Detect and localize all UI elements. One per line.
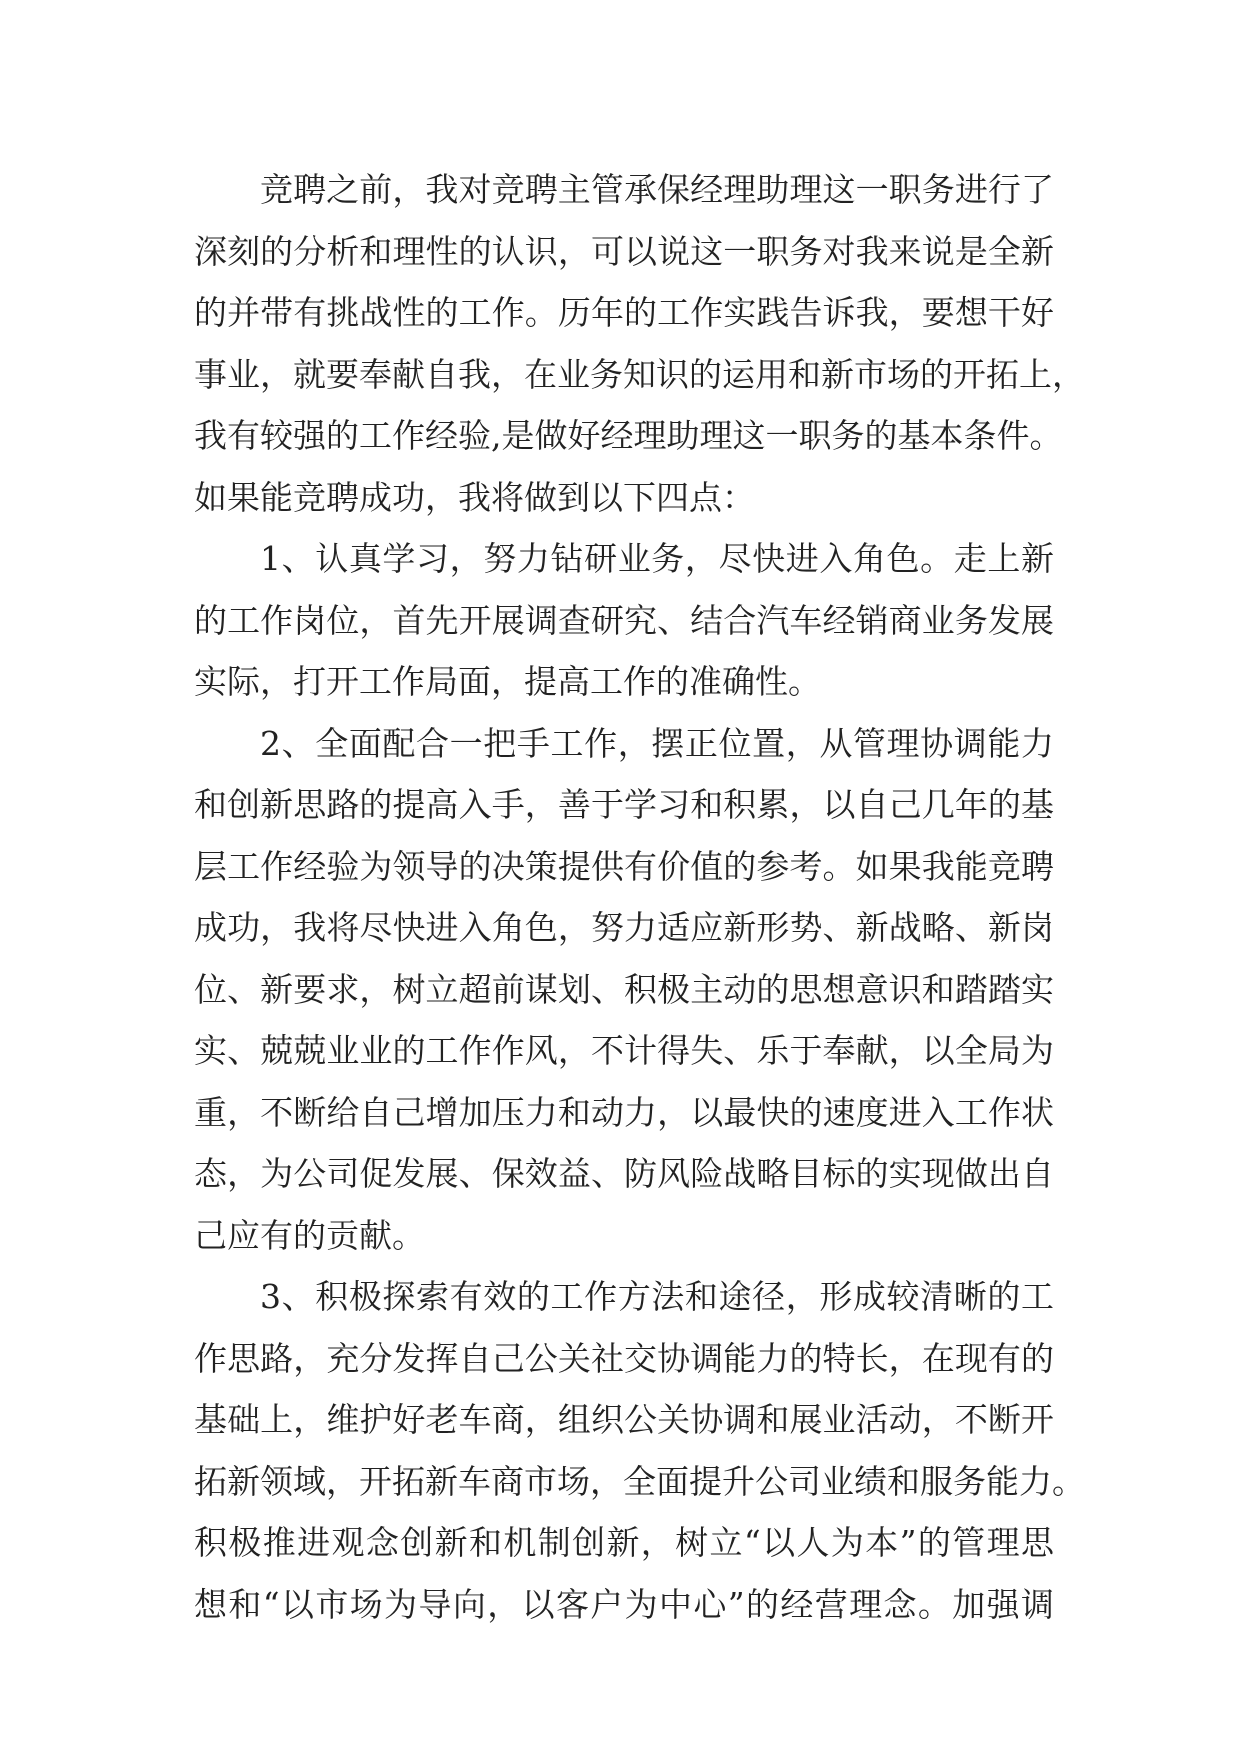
paragraph-1 [194, 159, 1085, 528]
text-line: 的并带有挑战性的工作。历年的工作实践告诉我，要想干好 [194, 293, 1054, 332]
text-line: 位、新要求，树立超前谋划、积极主动的思想意识和踏踏实 [194, 969, 1054, 1009]
document-body [194, 159, 1085, 1635]
text-line: 拓新领域，开拓新车商市场，全面提升公司业绩和服务能力。 [194, 1461, 1085, 1501]
text-line: 己应有的贡献。 [194, 1215, 425, 1255]
text-line: 竞聘之前，我对竞聘主管承保经理助理这一职务进行了 [260, 170, 1054, 209]
text-line: 如果能竞聘成功，我将做到以下四点： [194, 477, 755, 517]
text-line: 1、认真学习，努力钻研业务，尽快进入角色。走上新 [260, 539, 1054, 578]
text-line: 重，不断给自己增加压力和动力，以最快的速度进入工作状 [194, 1092, 1054, 1132]
paragraph-4 [194, 1266, 1085, 1635]
text-line: 和创新思路的提高入手，善于学习和积累，以自己几年的基 [194, 785, 1054, 824]
text-line: 的工作岗位，首先开展调查研究、结合汽车经销商业务发展 [194, 600, 1054, 640]
text-line: 实、兢兢业业的工作作风，不计得失、乐于奉献，以全局为 [194, 1031, 1054, 1070]
paragraph-2 [194, 528, 1054, 713]
text-line: 层工作经验为领导的决策提供有价值的参考。如果我能竞聘 [194, 846, 1054, 886]
text-line: 实际，打开工作局面，提高工作的准确性。 [194, 662, 821, 701]
text-line: 我有较强的工作经验,是做好经理助理这一职务的基本条件。 [194, 416, 1063, 455]
text-line: 2、全面配合一把手工作，摆正位置，从管理协调能力 [260, 723, 1054, 763]
text-line: 作思路，充分发挥自己公关社交协调能力的特长，在现有的 [194, 1338, 1054, 1378]
text-line: 深刻的分析和理性的认识，可以说这一职务对我来说是全新 [194, 231, 1054, 271]
text-line: 基础上，维护好老车商，组织公关协调和展业活动，不断开 [194, 1400, 1054, 1439]
text-line: 积极推进观念创新和机制创新，树立“以人为本”的管理思 [194, 1523, 1054, 1562]
text-line: 成功，我将尽快进入角色，努力适应新形势、新战略、新岗 [194, 908, 1054, 947]
paragraph-3 [194, 713, 1054, 1267]
text-line: 事业，就要奉献自我，在业务知识的运用和新市场的开拓上， [194, 354, 1085, 394]
text-line: 态，为公司促发展、保效益、防风险战略目标的实现做出自 [194, 1154, 1054, 1193]
text-line: 想和“以市场为导向，以客户为中心”的经营理念。加强调 [194, 1584, 1054, 1624]
text-line: 3、积极探索有效的工作方法和途径，形成较清晰的工 [260, 1277, 1054, 1316]
